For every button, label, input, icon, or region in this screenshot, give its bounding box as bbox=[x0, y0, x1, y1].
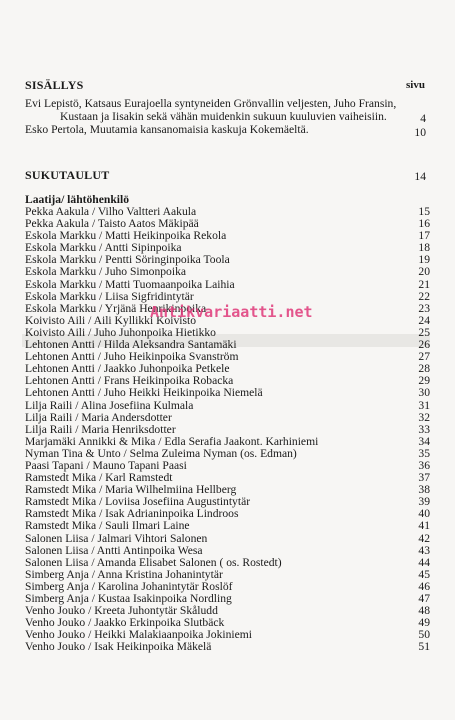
row-title: Simberg Anja / Kustaa Isakinpoika Nordling bbox=[25, 592, 232, 605]
row-title: Venho Jouko / Jaakko Erkinpoika Slutbäck bbox=[25, 616, 225, 630]
row-page-number: 45 bbox=[418, 567, 430, 581]
row-page-number: 34 bbox=[418, 434, 430, 448]
contents-entry-2-page: 10 bbox=[414, 126, 426, 139]
table-row bbox=[25, 291, 430, 303]
row-title: Salonen Liisa / Antti Antinpoika Wesa bbox=[25, 543, 203, 557]
row-title: Eskola Markku / Antti Sipinpoika bbox=[25, 241, 182, 255]
watermark: Antikvariaatti.net bbox=[150, 303, 313, 321]
row-page-number: 36 bbox=[418, 458, 430, 472]
contents-entry-2-line-1: Esko Pertola, Muutamia kansanomaisia kaskuja Kokemäeltä. bbox=[25, 123, 309, 136]
row-title: Nyman Tina & Unto / Selma Zuleima Nyman (os. Edman) bbox=[25, 446, 297, 460]
contents-entry-1-line-2: Kustaan ja Iisakin sekä vähän muidenkin sukuun kuuluvien vaiheisiin. bbox=[60, 110, 387, 123]
row-page-number: 15 bbox=[418, 205, 430, 218]
row-title: Koivisto Aili / Aili Kyllikki Koivisto bbox=[25, 313, 197, 327]
row-page-number: 42 bbox=[418, 531, 430, 545]
row-page-number: 40 bbox=[418, 507, 430, 521]
row-title: Lehtonen Antti / Jaakko Juhonpoika Petkele bbox=[25, 362, 230, 376]
row-title: Lehtonen Antti / Frans Heikinpoika Robacka bbox=[25, 374, 234, 388]
row-title: Venho Jouko / Heikki Malakiaanpoika Jokiniemi bbox=[25, 628, 253, 642]
row-page-number: 32 bbox=[418, 410, 430, 424]
row-page-number: 23 bbox=[418, 301, 430, 315]
row-page-number: 37 bbox=[418, 471, 430, 485]
table-row bbox=[25, 279, 430, 291]
row-page-number: 29 bbox=[418, 374, 430, 388]
row-title: Lilja Raili / Alina Josefiina Kulmala bbox=[25, 398, 194, 412]
row-title: Eskola Markku / Matti Heikinpoika Rekola bbox=[25, 229, 227, 243]
row-title: Simberg Anja / Karolina Johanintytär Roslöf bbox=[25, 579, 233, 593]
row-title: Pekka Aakula / Taisto Aatos Mäkipää bbox=[25, 217, 199, 231]
row-page-number: 50 bbox=[418, 628, 430, 642]
row-title: Lehtonen Antti / Juho Heikinpoika Svanström bbox=[25, 350, 239, 364]
row-title: Ramstedt Mika / Isak Adrianinpoika Lindroos bbox=[25, 507, 239, 521]
table-row bbox=[25, 387, 430, 399]
table-row bbox=[25, 545, 430, 557]
row-title: Simberg Anja / Anna Kristina Johanintytär bbox=[25, 567, 223, 581]
row-title: Ramstedt Mika / Sauli Ilmari Laine bbox=[25, 519, 190, 533]
row-title: Marjamäki Annikki & Mika / Edla Serafia Jaakont. Karhiniemi bbox=[25, 434, 319, 448]
row-title: Lilja Raili / Maria Henriksdotter bbox=[25, 422, 176, 436]
row-page-number: 19 bbox=[418, 253, 430, 267]
row-page-number: 21 bbox=[418, 277, 430, 291]
table-row bbox=[25, 641, 430, 653]
table-row bbox=[25, 424, 430, 436]
row-title: Lehtonen Antti / Hilda Aleksandra Santamäki bbox=[25, 338, 237, 352]
row-page-number: 39 bbox=[418, 495, 430, 509]
row-title: Ramstedt Mika / Karl Ramstedt bbox=[25, 471, 173, 485]
row-page-number: 46 bbox=[418, 579, 430, 593]
row-page-number: 44 bbox=[418, 555, 430, 569]
row-title: Eskola Markku / Matti Tuomaanpoika Laihia bbox=[25, 277, 235, 291]
row-title: Paasi Tapani / Mauno Tapani Paasi bbox=[25, 458, 187, 472]
family-table-list bbox=[25, 206, 430, 653]
row-page-number: 43 bbox=[418, 543, 430, 557]
row-title: Eskola Markku / Liisa Sigfridintytär bbox=[25, 289, 194, 303]
table-row bbox=[25, 533, 430, 545]
page-column-heading: sivu bbox=[406, 79, 425, 91]
table-row bbox=[25, 400, 430, 412]
table-row bbox=[25, 412, 430, 424]
contents-heading: SISÄLLYS bbox=[25, 78, 84, 92]
row-title: Eskola Markku / Juho Simonpoika bbox=[25, 265, 187, 279]
row-page-number: 25 bbox=[418, 325, 430, 339]
row-title: Venho Jouko / Kreeta Juhontytär Skåludd bbox=[25, 604, 218, 618]
row-page-number: 24 bbox=[418, 313, 430, 327]
row-page-number: 47 bbox=[418, 592, 430, 605]
row-page-number: 35 bbox=[418, 446, 430, 460]
row-page-number: 38 bbox=[418, 483, 430, 497]
row-page-number: 28 bbox=[418, 362, 430, 376]
row-title: Ramstedt Mika / Loviisa Josefiina Augustintytär bbox=[25, 495, 251, 509]
contents-entry-1-line-1: Evi Lepistö, Katsaus Eurajoella syntyneiden Grönvallin veljesten, Juho Fransin, bbox=[25, 97, 397, 110]
family-tables-page: 14 bbox=[414, 170, 426, 183]
row-title: Salonen Liisa / Jalmari Vihtori Salonen bbox=[25, 531, 208, 545]
row-page-number: 20 bbox=[418, 265, 430, 279]
row-page-number: 22 bbox=[418, 289, 430, 303]
row-title: Ramstedt Mika / Maria Wilhelmiina Hellberg bbox=[25, 483, 237, 497]
row-page-number: 51 bbox=[418, 640, 430, 654]
row-title: Venho Jouko / Isak Heikinpoika Mäkelä bbox=[25, 640, 212, 654]
row-title: Salonen Liisa / Amanda Elisabet Salonen ( os. Rostedt) bbox=[25, 555, 282, 569]
row-page-number: 33 bbox=[418, 422, 430, 436]
row-title: Lilja Raili / Maria Andersdotter bbox=[25, 410, 172, 424]
family-tables-heading: SUKUTAULUT bbox=[25, 168, 110, 182]
row-title: Eskola Markku / Yrjänä Henrikinpoika bbox=[25, 301, 207, 315]
row-page-number: 48 bbox=[418, 604, 430, 618]
row-title: Lehtonen Antti / Juho Heikki Heikinpoika Niemelä bbox=[25, 386, 263, 400]
contents-entry-1-page: 4 bbox=[420, 112, 426, 125]
table-row bbox=[25, 557, 430, 569]
row-page-number: 16 bbox=[418, 217, 430, 231]
table-row bbox=[25, 266, 430, 278]
row-page-number: 49 bbox=[418, 616, 430, 630]
row-page-number: 30 bbox=[418, 386, 430, 400]
row-title: Eskola Markku / Pentti Söringinpoika Toola bbox=[25, 253, 230, 267]
row-page-number: 18 bbox=[418, 241, 430, 255]
compiler-subheading: Laatija/ lähtöhenkilö bbox=[25, 193, 130, 206]
row-page-number: 27 bbox=[418, 350, 430, 364]
row-page-number: 31 bbox=[418, 398, 430, 412]
row-title: Pekka Aakula / Vilho Valtteri Aakula bbox=[25, 205, 197, 218]
table-row bbox=[25, 520, 430, 532]
row-page-number: 41 bbox=[418, 519, 430, 533]
row-title: Koivisto Aili / Juho Juhonpoika Hietikko bbox=[25, 325, 216, 339]
row-page-number: 17 bbox=[418, 229, 430, 243]
row-page-number: 26 bbox=[418, 338, 430, 352]
